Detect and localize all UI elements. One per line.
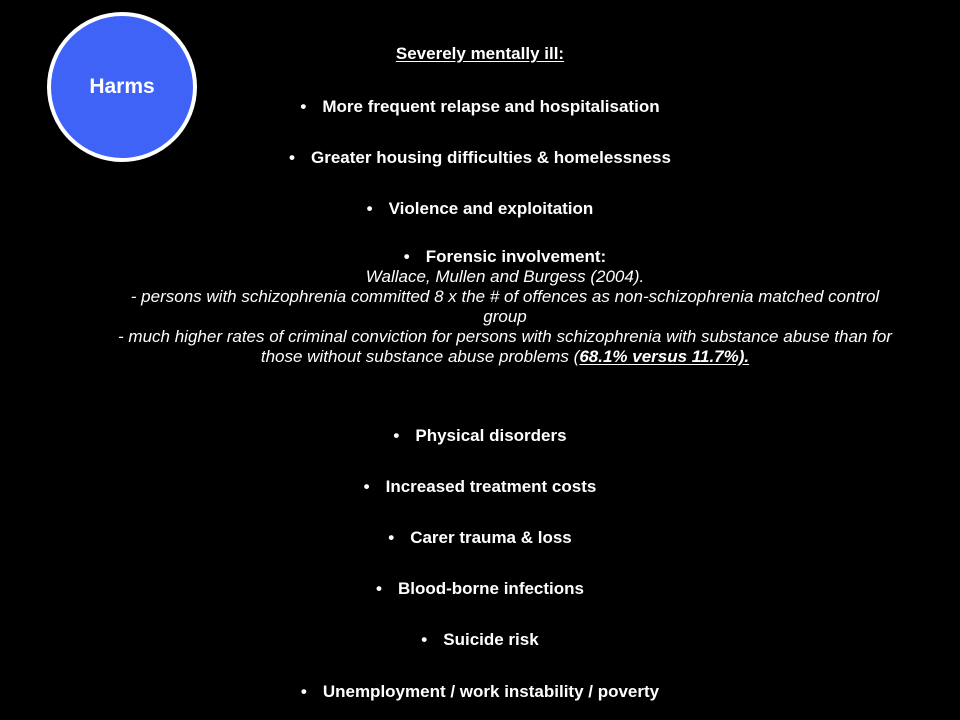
bullet-item: [0, 199, 960, 219]
bullet-dot: •: [388, 528, 395, 547]
bullet-text: Unemployment / work instability / poverty: [322, 682, 660, 701]
bullet-text: Blood-borne infections: [397, 579, 584, 598]
forensic-citation: Wallace, Mullen and Burgess (2004).: [365, 267, 645, 286]
bullet-text: Increased treatment costs: [385, 477, 597, 496]
bullet-item: [0, 477, 960, 497]
bullet-dot: •: [393, 426, 400, 445]
bullet-item: [0, 426, 960, 446]
bullet-dot: •: [300, 682, 307, 701]
bullet-text: Violence and exploitation: [388, 199, 594, 218]
bullet-item: [0, 682, 960, 702]
bullet-item: [0, 630, 960, 650]
bullet-item: [0, 579, 960, 599]
bullet-item: [0, 148, 960, 168]
forensic-point-2-text: - much higher rates of criminal conviction for persons with schizophrenia with substance abuse than for those without substance abuse problems (: [118, 327, 892, 366]
bullet-item: [0, 528, 960, 548]
badge-label: Harms: [89, 75, 155, 98]
harms-badge: [47, 12, 197, 162]
forensic-heading-line: [110, 247, 900, 267]
bullet-dot: •: [421, 630, 428, 649]
slide-heading: Severely mentally ill:: [395, 44, 565, 63]
bullet-dot: •: [376, 579, 382, 598]
bullet-text: More frequent relapse and hospitalisation: [322, 97, 660, 116]
forensic-point-2: [110, 327, 900, 367]
forensic-statistic: 68.1% versus 11.7%).: [579, 347, 750, 366]
bullet-dot: •: [363, 477, 370, 496]
bullet-text: Physical disorders: [415, 426, 567, 445]
forensic-block: [110, 247, 900, 367]
forensic-point-1: - persons with schizophrenia committed 8 x the # of offences as non-schizophrenia matched control group: [130, 287, 880, 326]
bullet-item: [0, 97, 960, 117]
bullet-text: Suicide risk: [443, 630, 539, 649]
bullet-text: Carer trauma & loss: [410, 528, 572, 547]
bullet-text: Greater housing difficulties & homelessness: [311, 148, 671, 167]
forensic-heading: Forensic involvement:: [425, 247, 607, 266]
bullet-dot: •: [289, 148, 295, 167]
bullet-dot: •: [366, 199, 373, 218]
bullet-dot: •: [300, 97, 307, 116]
bullet-dot: •: [403, 247, 410, 266]
